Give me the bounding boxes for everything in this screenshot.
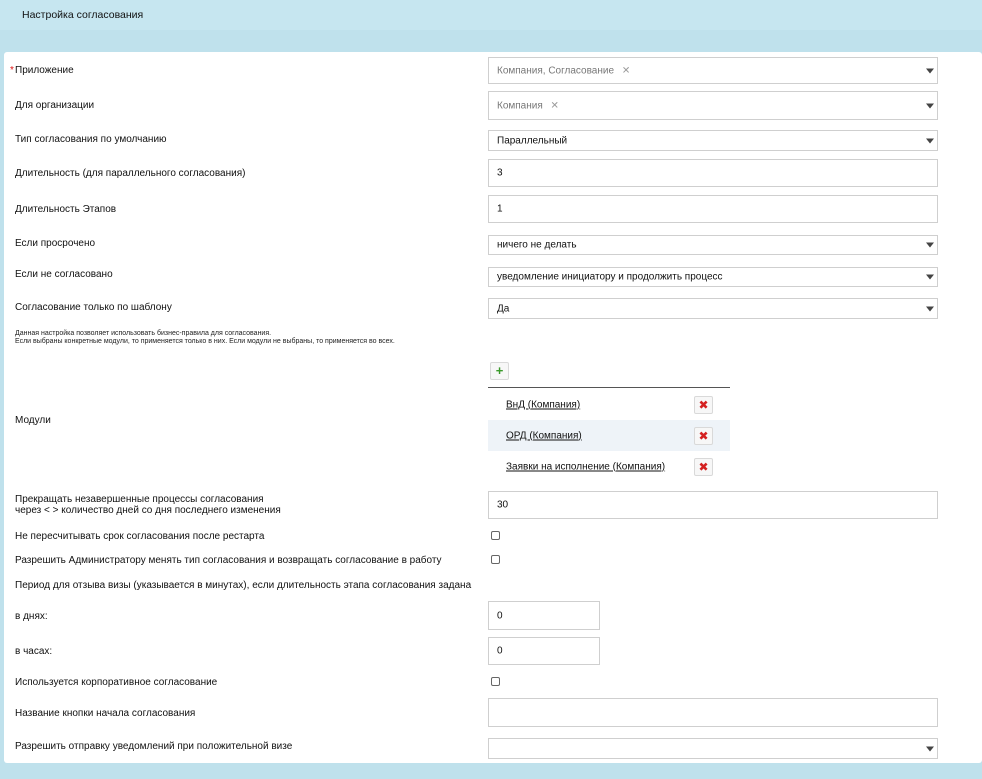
template-only-label: Согласование только по шаблону	[15, 302, 172, 313]
chevron-down-icon[interactable]	[926, 68, 934, 73]
start-button-name-input[interactable]	[488, 698, 938, 727]
chevron-down-icon[interactable]	[926, 746, 934, 751]
organization-select[interactable]	[488, 91, 938, 120]
chevron-down-icon[interactable]	[926, 138, 934, 143]
page-title: Настройка согласования	[22, 9, 144, 21]
required-asterisk: *	[10, 65, 14, 76]
in-hours-input[interactable]: 0	[488, 637, 600, 665]
revoke-period-label: Период для отзыва визы (указывается в минутах), если длительность этапа согласования задана	[15, 580, 472, 591]
module-row	[488, 389, 730, 420]
application-select[interactable]	[488, 57, 938, 84]
start-button-name-label: Название кнопки начала согласования	[15, 708, 196, 719]
notify-positive-select[interactable]	[488, 738, 938, 759]
if-overdue-label: Если просрочено	[15, 238, 96, 249]
in-days-label: в днях:	[15, 611, 48, 622]
module-row	[488, 451, 730, 482]
chevron-down-icon[interactable]	[926, 306, 934, 311]
add-module-button[interactable]	[490, 362, 509, 380]
corporate-label: Используется корпоративное согласование	[15, 677, 218, 688]
module-link[interactable]: ОРД (Компания)	[506, 430, 582, 441]
chevron-down-icon[interactable]	[926, 275, 934, 280]
organization-label: Для организации	[15, 100, 95, 111]
admin-change-checkbox[interactable]	[491, 555, 500, 564]
modules-divider	[488, 387, 730, 388]
module-row	[488, 420, 730, 451]
plus-icon: +	[495, 363, 504, 378]
parallel-duration-input[interactable]: 3	[488, 159, 938, 187]
default-type-select[interactable]	[488, 130, 938, 151]
application-label: * Приложение	[10, 65, 74, 76]
header-strip	[0, 30, 982, 52]
page-header	[0, 0, 982, 30]
organization-tags: Компания	[497, 100, 543, 111]
parallel-duration-label: Длительность (для параллельного согласования)	[15, 168, 246, 179]
default-type-label: Тип согласования по умолчанию	[15, 134, 167, 145]
remove-module-button[interactable]	[694, 396, 713, 414]
business-rules-note: Данная настройка позволяет использовать бизнес-правила для согласования. Если выбраны конкретные модули, то применяется только в них. Если модули не выбраны, то применяется во всех.	[15, 330, 395, 345]
close-icon: ✖	[698, 428, 709, 443]
chevron-down-icon[interactable]	[926, 243, 934, 248]
stages-duration-input[interactable]: 1	[488, 195, 938, 223]
no-recalc-checkbox[interactable]	[491, 531, 500, 540]
close-icon: ✖	[698, 397, 709, 412]
bottom-strip	[0, 763, 982, 779]
stop-processes-input[interactable]: 30	[488, 491, 938, 519]
remove-module-button[interactable]	[694, 427, 713, 445]
chevron-down-icon[interactable]	[926, 103, 934, 108]
if-not-approved-label: Если не согласовано	[15, 269, 113, 280]
module-link[interactable]: Заявки на исполнение (Компания)	[506, 461, 666, 472]
if-overdue-select[interactable]: ничего не делать	[488, 235, 938, 255]
application-tags: Компания, Согласование	[497, 65, 615, 76]
in-days-input[interactable]: 0	[488, 601, 600, 630]
default-type-value: Параллельный	[497, 135, 568, 146]
remove-tag-icon[interactable]: ✕	[550, 100, 559, 111]
remove-module-button[interactable]	[694, 458, 713, 476]
corporate-checkbox[interactable]	[491, 677, 500, 686]
stop-processes-label: Прекращать незавершенные процессы согласования через < > количество дней со дня последнего изменения	[15, 494, 281, 516]
template-only-select[interactable]: Да	[488, 298, 938, 319]
in-hours-label: в часах:	[15, 646, 53, 657]
close-icon: ✖	[698, 459, 709, 474]
notify-positive-label: Разрешить отправку уведомлений при положительной визе	[15, 741, 293, 752]
stages-duration-label: Длительность Этапов	[15, 204, 117, 215]
module-link[interactable]: ВнД (Компания)	[506, 399, 581, 410]
admin-change-label: Разрешить Администратору менять тип согласования и возвращать согласование в работу	[15, 555, 442, 566]
no-recalc-label: Не пересчитывать срок согласования после рестарта	[15, 531, 265, 542]
remove-tag-icon[interactable]: ✕	[621, 65, 631, 76]
if-not-approved-select[interactable]: уведомление инициатору и продолжить процесс	[488, 267, 938, 287]
modules-label: Модули	[15, 415, 51, 426]
